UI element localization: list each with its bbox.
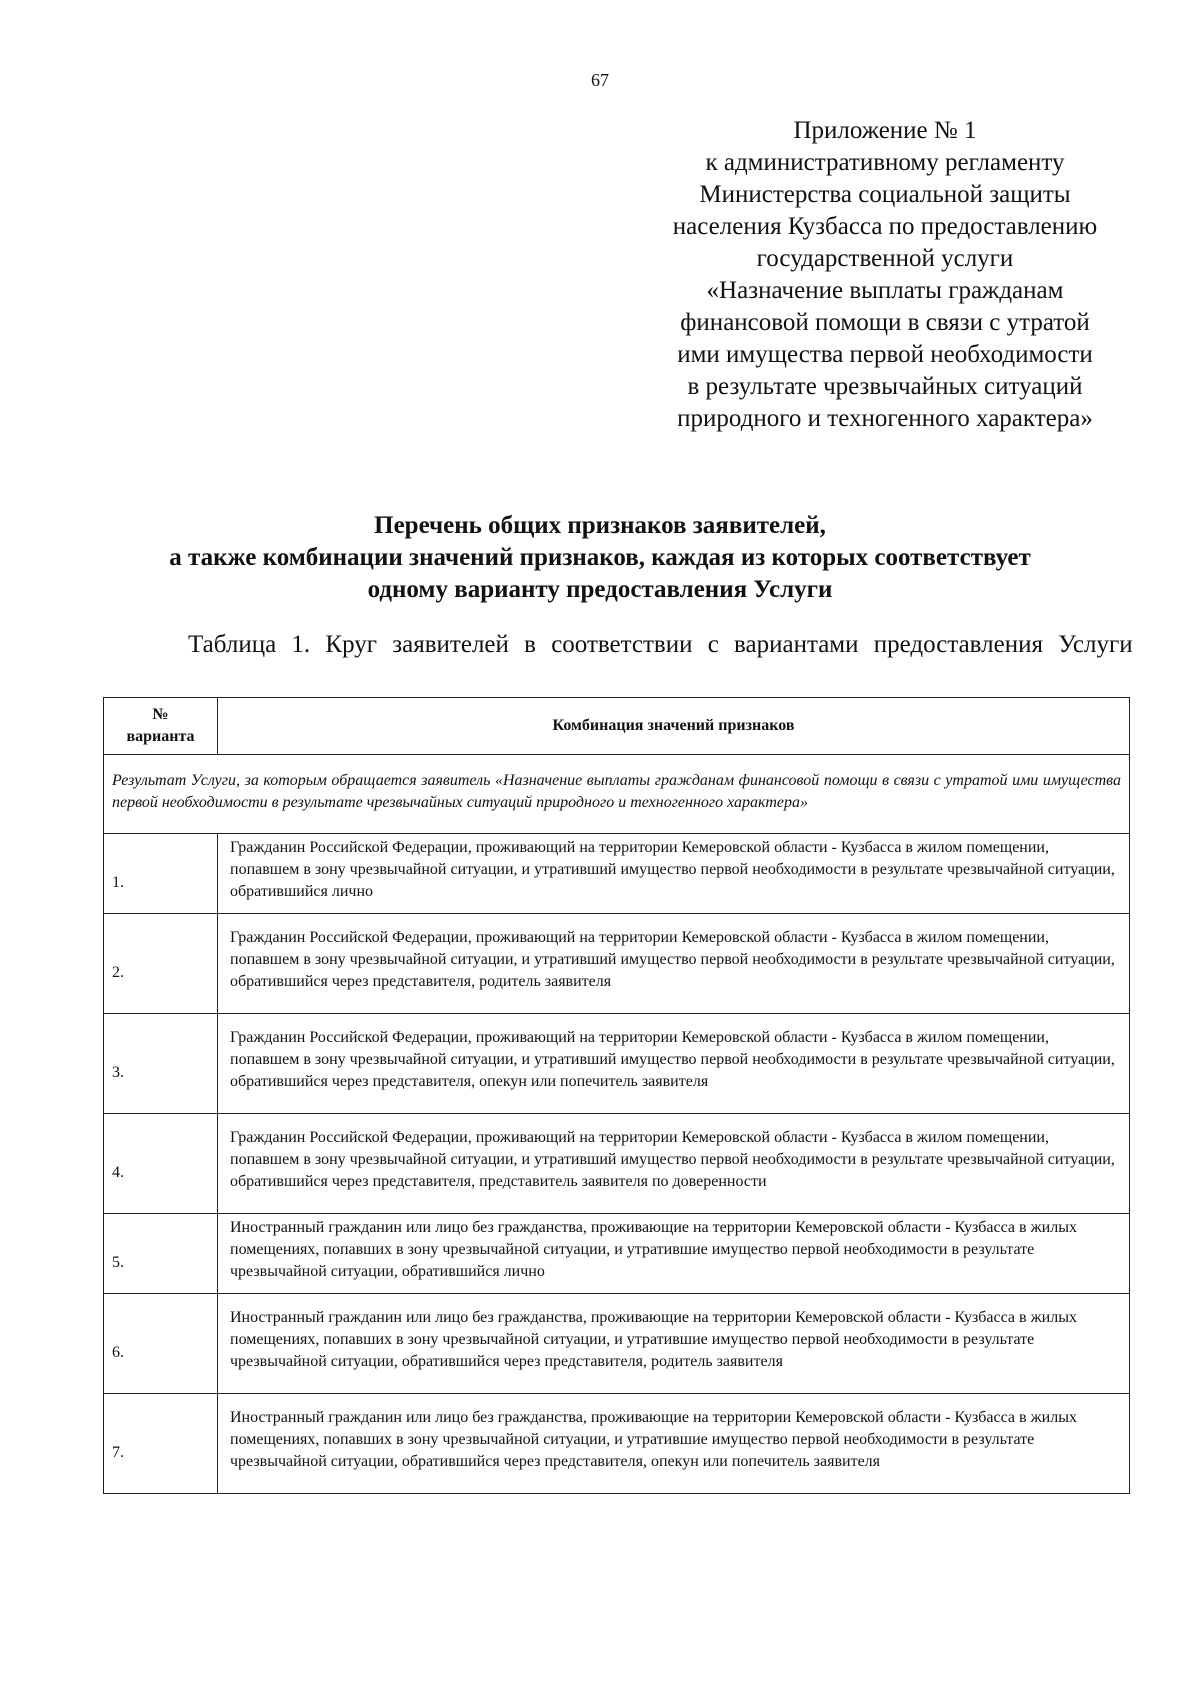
appendix-line: государственной услуги (756, 245, 1014, 272)
appendix-line: природного и техногенного характера» (677, 405, 1093, 432)
header-num-label: варианта (126, 728, 195, 745)
variants-table (103, 697, 1130, 1494)
variant-number: 3. (104, 1014, 218, 1114)
header-combination: Комбинация значений признаков (218, 698, 1130, 755)
table-row (104, 914, 1130, 1014)
table-row (104, 1294, 1130, 1394)
variant-number: 4. (104, 1114, 218, 1214)
title-line: а также комбинации значений признаков, каждая из которых соответствует (169, 544, 1031, 571)
table-row (104, 1214, 1130, 1294)
variant-description: Иностранный гражданин или лицо без гражданства, проживающие на территории Кемеровской области - Кузбасса в жилых помещениях, попавших в зону чрезвычайной ситуации, и утратившие имущество первой необходимости в результате чрезвычайной ситуации, обратившийся лично (218, 1214, 1130, 1294)
title-line: Перечень общих признаков заявителей, (374, 512, 826, 539)
appendix-line: в результате чрезвычайных ситуаций (687, 373, 1083, 400)
table-row (104, 1014, 1130, 1114)
variant-description: Иностранный гражданин или лицо без гражданства, проживающие на территории Кемеровской области - Кузбасса в жилых помещениях, попавших в зону чрезвычайной ситуации, и утратившие имущество первой необходимости в результате чрезвычайной ситуации, обратившийся через представителя, родитель заявителя (218, 1294, 1130, 1394)
result-row (104, 755, 1130, 834)
appendix-line: населения Кузбасса по предоставлению (672, 213, 1098, 240)
result-cell: Результат Услуги, за которым обращается заявитель «Назначение выплаты гражданам финансовой помощи в связи с утратой ими имущества первой необходимости в результате чрезвычайных ситуаций природного и техногенного характера» (104, 755, 1130, 834)
table-header-row (104, 698, 1130, 755)
variant-number: 7. (104, 1394, 218, 1494)
variant-number: 2. (104, 914, 218, 1014)
variant-description: Гражданин Российской Федерации, проживающий на территории Кемеровской области - Кузбасса в жилом помещении, попавшем в зону чрезвычайной ситуации, и утративший имущество первой необходимости в результате чрезвычайной ситуации, обратившийся через представителя, представитель заявителя по доверенности (218, 1114, 1130, 1214)
variant-number: 6. (104, 1294, 218, 1394)
title-line: одному варианту предоставления Услуги (367, 576, 833, 603)
appendix-line: Приложение № 1 (793, 117, 977, 144)
variant-number: 5. (104, 1214, 218, 1294)
variant-description: Гражданин Российской Федерации, проживающий на территории Кемеровской области - Кузбасса в жилом помещении, попавшем в зону чрезвычайной ситуации, и утративший имущество первой необходимости в результате чрезвычайной ситуации, обратившийся через представителя, родитель заявителя (218, 914, 1130, 1014)
variant-description: Иностранный гражданин или лицо без гражданства, проживающие на территории Кемеровской области - Кузбасса в жилых помещениях, попавших в зону чрезвычайной ситуации, и утратившие имущество первой необходимости в результате чрезвычайной ситуации, обратившийся через представителя, опекун или попечитель заявителя (218, 1394, 1130, 1494)
document-title (60, 510, 1140, 606)
appendix-line: финансовой помощи в связи с утратой (680, 309, 1090, 336)
appendix-line: Министерства социальной защиты (699, 181, 1071, 208)
appendix-header (640, 115, 1130, 435)
appendix-line: ими имущества первой необходимости (677, 341, 1093, 368)
table-row (104, 834, 1130, 914)
appendix-line: «Назначение выплаты гражданам (706, 277, 1064, 304)
table-row (104, 1114, 1130, 1214)
header-num-symbol: № (152, 706, 169, 723)
variant-description: Гражданин Российской Федерации, проживающий на территории Кемеровской области - Кузбасса в жилом помещении, попавшем в зону чрезвычайной ситуации, и утративший имущество первой необходимости в результате чрезвычайной ситуации, обратившийся через представителя, опекун или попечитель заявителя (218, 1014, 1130, 1114)
table-caption: Таблица 1. Круг заявителей в соответствии с вариантами предоставления Услуги (188, 631, 1133, 658)
appendix-line: к административному регламенту (705, 149, 1065, 176)
page-number: 67 (591, 70, 609, 90)
variant-number: 1. (104, 834, 218, 914)
variant-description: Гражданин Российской Федерации, проживающий на территории Кемеровской области - Кузбасса в жилом помещении, попавшем в зону чрезвычайной ситуации, и утративший имущество первой необходимости в результате чрезвычайной ситуации, обратившийся лично (218, 834, 1130, 914)
header-variant-number (104, 698, 218, 755)
table-row (104, 1394, 1130, 1494)
